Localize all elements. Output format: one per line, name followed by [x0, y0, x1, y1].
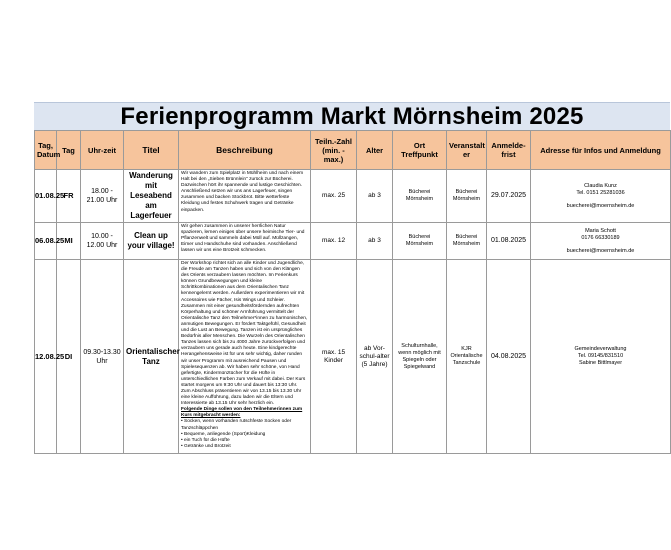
- cell-ort: Bücherei Mörnsheim: [393, 223, 447, 260]
- cell-frist: 01.08.2025: [487, 223, 531, 260]
- header-alter: Alter: [357, 131, 393, 170]
- header-frist: Anmelde-frist: [487, 131, 531, 170]
- bring-along-item: • Getränke und Brotzeit: [181, 443, 231, 449]
- cell-time: 10.00 - 12.00 Uhr: [81, 223, 124, 260]
- cell-teilnehmer: max. 25: [311, 170, 357, 223]
- header-date: Tag, Datum: [35, 131, 57, 170]
- contact-name: Gemeindeverwaltung: [574, 346, 627, 352]
- cell-time: 18.00 - 21.00 Uhr: [81, 170, 124, 223]
- bring-along-item: • Bequeme, anliegende (Sport)Kleidung: [181, 431, 266, 437]
- cell-adresse: [531, 223, 671, 260]
- cell-adresse: [531, 260, 671, 454]
- header-titel: Titel: [124, 131, 179, 170]
- cell-date: 06.08.25: [35, 223, 57, 260]
- header-time: Uhr-zeit: [81, 131, 124, 170]
- cell-frist: 04.08.2025: [487, 260, 531, 454]
- cell-veranstalter: KJR Orientalische Tanzschule: [447, 260, 487, 454]
- cell-titel: Orientalischer Tanz: [124, 260, 179, 454]
- cell-alter: ab 3: [357, 223, 393, 260]
- spreadsheet: [34, 102, 670, 454]
- header-day: Tag: [57, 131, 81, 170]
- contact-email: buecherei@moernsheim.de: [566, 202, 635, 209]
- cell-frist: 29.07.2025: [487, 170, 531, 223]
- header-teilnehmer: Teiln.-Zahl (min. -max.): [311, 131, 357, 170]
- program-table: [34, 130, 671, 454]
- header-row: [35, 131, 671, 170]
- cell-veranstalter: Bücherei Mörnsheim: [447, 223, 487, 260]
- cell-adresse: [531, 170, 671, 223]
- cell-date: 12.08.25: [35, 260, 57, 454]
- table-row: [35, 260, 671, 454]
- cell-beschreibung: Wir wandern zum Spielplatz in Mühlheim und nach einem Halt bei den „Sieben Brünnlein" zurück zur Bücherei. Dazwischen hört ihr spannende und lustige Geschichten. Anschließend setzen wir uns ans Lagerfeuer, singen zusammen und backen Stockbrot. Bitte wetterfeste Kleidung und festes Schuhwerk tragen und Getränke einpacken.: [179, 170, 311, 223]
- description-text: Der Workshop richtet sich an alle Kinder und Jugendliche, die Freude am Tanzen haben und sich von den Klängen des Orients verzaubern lassen möchten. Im Ferienkurs können Grundbewegungen und kleine Schrittkombinationen aus dem Orientalischen Tanz kennengelernt werden. Außerdem experimentieren wir mit Accessoires wie Fächer, Isis Wings und Schleier. Zusammen mit einer gesundheitsfördernden aufrechten Körperhaltung und schöner Armführung vermittelt der Orientalische Tanz den Teilnehmer*innen zu harmonischen, anmutigen Bewegungen. Er fördert Taktgefühl, Gesundheit und die Lust an Bewegung. Tanzen ist ein ursprüngliches Bedürfnis aller Menschen. Die Wurzeln des Orientalischen Tanzes lassen sich bis zu 4000 Jahre zurückverfolgen und verzaubern uns gerade auch heute. Eine kindgerechte Herangehensweise ist für uns sehr wichtig, daher runden wir unser Programm mit ausreichend Pausen und Spielesequenzen ab. Wir haben sehr schöne, von Hand gefertigte, Kindermünztücher für die Hüfte in unterschiedlichen Farben zum Verkauf mit dabei. Der Kurs startet morgens um 9:30 Uhr und dauert bis 13:30 Uhr. Zum Abschluss präsentieren wir von 13.15 bis 13.30 Uhr eine kleine Aufführung, dazu laden wir die Eltern und Interessierte ab 13.15 Uhr sehr herzlich ein.: [181, 261, 308, 407]
- table-row: [35, 170, 671, 223]
- bring-along-heading: Folgende Dinge sollen von den Teilnehmerinnen zum Kurs mitgebracht werden:: [181, 407, 303, 419]
- contact-email: buecherei@moernsheim.de: [566, 247, 635, 254]
- header-beschreibung: Beschreibung: [179, 131, 311, 170]
- cell-alter: ab 3: [357, 170, 393, 223]
- cell-teilnehmer: max. 15 Kinder: [311, 260, 357, 454]
- cell-beschreibung: Wir gehen zusammen in unserer herrlichen Natur spazieren, lernen einiges über unsere heimische Tier- und Pflanzenwelt und sammeln dabei Müll auf. Müllzangen, Eimer und Handschuhe sind vorhanden. Anschließend lassen wir uns eine Brotzeit schmecken.: [179, 223, 311, 260]
- cell-teilnehmer: max. 12: [311, 223, 357, 260]
- page-title: Ferienprogramm Markt Mörnsheim 2025: [34, 102, 670, 130]
- cell-beschreibung: [179, 260, 311, 454]
- contact-phone: 0176 66330189: [581, 234, 620, 241]
- cell-day: MI: [57, 223, 81, 260]
- cell-titel: Wanderung mit Leseabend am Lagerfeuer: [124, 170, 179, 223]
- contact-name: Maria Schott: [585, 227, 616, 234]
- header-veranstalter: Veranstalt er: [447, 131, 487, 170]
- cell-date: 01.08.25: [35, 170, 57, 223]
- cell-titel: Clean up your village!: [124, 223, 179, 260]
- cell-veranstalter: Bücherei Mörnsheim: [447, 170, 487, 223]
- bring-along-item: • Socken, wenn vorhanden rutschfeste Socken oder Tanzschläppchen: [181, 419, 292, 431]
- header-ort: Ort Treffpunkt: [393, 131, 447, 170]
- cell-day: DI: [57, 260, 81, 454]
- cell-time: 09.30-13.30 Uhr: [81, 260, 124, 454]
- table-row: [35, 223, 671, 260]
- cell-alter: ab Vor-schul-alter (5 Jahre): [357, 260, 393, 454]
- cell-day: FR: [57, 170, 81, 223]
- cell-ort: Schulturnhalle, wenn möglich mit Spiegeln oder Spiegelwand: [393, 260, 447, 454]
- contact-name: Claudia Kunz: [584, 182, 617, 189]
- contact-phone: Tel. 0151 25281036: [576, 189, 625, 196]
- bring-along-item: • ein Tuch für die Hüfte: [181, 437, 230, 443]
- contact-person: Sabine Bittlmayer: [578, 360, 623, 366]
- header-adresse: Adresse für Infos und Anmeldung: [531, 131, 671, 170]
- contact-phone: Tel. 09145/831510: [577, 353, 624, 359]
- cell-ort: Bücherei Mörnsheim: [393, 170, 447, 223]
